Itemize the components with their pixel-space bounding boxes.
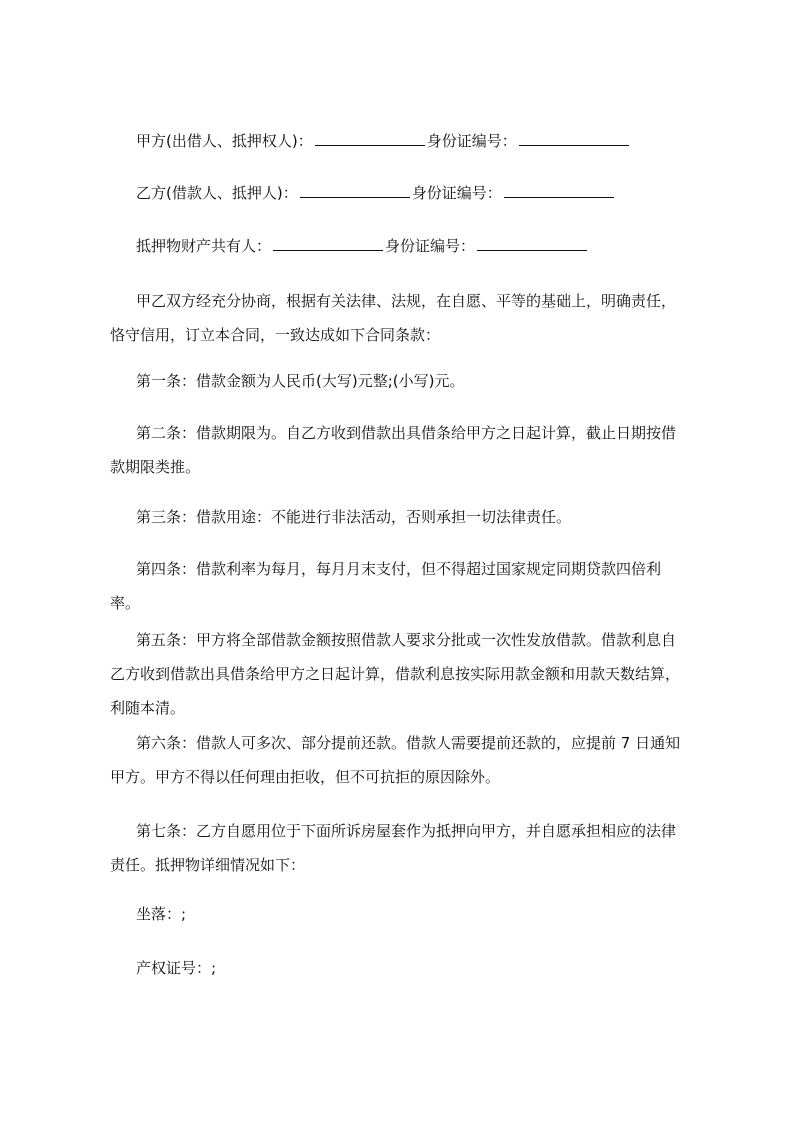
party-a-id-label: 身份证编号： — [426, 132, 517, 150]
co-owner-id-blank[interactable] — [477, 234, 587, 251]
article-1: 第一条：借款金额为人民币(大写)元整;(小写)元。 — [136, 372, 465, 390]
article-7: 第七条：乙方自愿用位于下面所诉房屋套作为抵押向甲方，并自愿承担相应的法律责任。抵押物详细情况如下： — [110, 822, 677, 874]
party-a-id-blank[interactable] — [519, 129, 629, 146]
intro-paragraph: 甲乙双方经充分协商，根据有关法律、法规，在自愿、平等的基础上，明确责任，恪守信用，订立本合同，一致达成如下合同条款： — [110, 292, 677, 344]
party-a-name-blank[interactable] — [315, 129, 425, 146]
article-3: 第三条：借款用途：不能进行非法活动，否则承担一切法律责任。 — [136, 508, 572, 526]
co-owner-label: 抵押物财产共有人： — [136, 237, 272, 255]
article-6: 第六条：借款人可多次、部分提前还款。借款人需要提前还款的，应提前 7 日通知甲方。甲方不得以任何理由拒收，但不可抗拒的原因除外。 — [110, 734, 681, 786]
party-a-label: 甲方(出借人、抵押权人)： — [136, 132, 313, 150]
co-owner-line — [110, 229, 690, 263]
co-owner-name-blank[interactable] — [273, 234, 383, 251]
party-b-label: 乙方(借款人、抵押人)： — [136, 184, 298, 202]
property-location: 坐落：; — [136, 905, 187, 923]
party-b-id-label: 身份证编号： — [411, 184, 502, 202]
party-b-id-blank[interactable] — [504, 181, 614, 198]
party-b-line — [110, 176, 690, 210]
article-2: 第二条：借款期限为。自乙方收到借款出具借条给甲方之日起计算，截止日期按借款期限类推。 — [110, 424, 677, 476]
co-owner-id-label: 身份证编号： — [385, 237, 476, 255]
party-a-line — [110, 124, 690, 158]
party-b-name-blank[interactable] — [300, 181, 410, 198]
article-5: 第五条：甲方将全部借款金额按照借款人要求分批或一次性发放借款。借款利息自乙方收到借款出具借条给甲方之日起计算，借款利息按实际用款金额和用款天数结算，利随本清。 — [110, 631, 681, 717]
property-certificate-number: 产权证号：; — [136, 959, 217, 977]
article-4: 第四条：借款利率为每月，每月月末支付，但不得超过国家规定同期贷款四倍利率。 — [110, 560, 662, 612]
